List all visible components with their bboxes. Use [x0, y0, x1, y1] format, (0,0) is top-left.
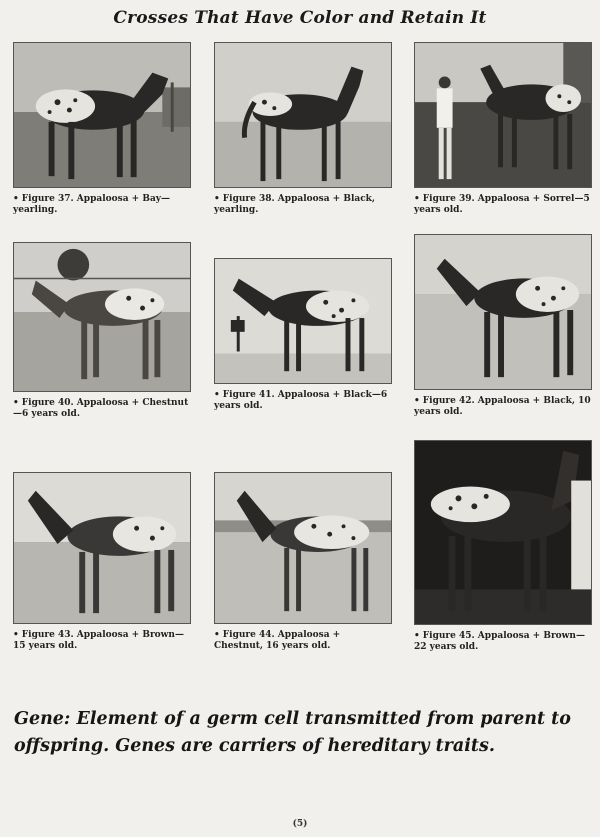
horse-photo — [214, 42, 392, 188]
page-number: (5) — [292, 819, 308, 829]
figure-45 — [414, 440, 592, 653]
figure-caption: • Figure 40. Appaloosa + Chestnut—6 years old. — [13, 398, 189, 419]
figure-40 — [13, 242, 191, 420]
horse-photo — [13, 42, 191, 188]
page-title: Crosses That Have Color and Retain It — [113, 8, 487, 28]
horse-photo — [414, 234, 592, 390]
figure-caption: • Figure 42. Appaloosa + Black, 10 years old. — [414, 396, 591, 417]
figure-caption: • Figure 43. Appaloosa + Brown—15 years old. — [13, 630, 184, 651]
gene-definition: Gene: Element of a germ cell transmitted from parent to offspring. Genes are carriers of hereditary traits. — [14, 709, 571, 756]
horse-photo — [414, 42, 592, 188]
figure-43 — [13, 472, 191, 652]
figure-caption: • Figure 39. Appaloosa + Sorrel—5 years old. — [414, 194, 590, 215]
figure-39 — [414, 42, 592, 216]
figure-42 — [414, 234, 592, 418]
horse-photo — [214, 258, 392, 384]
horse-photo — [414, 440, 592, 625]
figure-44 — [214, 472, 392, 652]
horse-photo — [13, 242, 191, 392]
horse-photo — [214, 472, 392, 624]
figure-caption: • Figure 45. Appaloosa + Brown—22 years old. — [414, 631, 585, 652]
figure-41 — [214, 258, 392, 412]
figure-caption: • Figure 38. Appaloosa + Black, yearling. — [214, 194, 376, 215]
figure-38 — [214, 42, 392, 216]
figure-caption: • Figure 41. Appaloosa + Black—6 years old. — [214, 390, 388, 411]
figure-caption: • Figure 37. Appaloosa + Bay—yearling. — [13, 194, 171, 215]
figure-caption: • Figure 44. Appaloosa + Chestnut, 16 years old. — [214, 630, 341, 651]
figure-37 — [13, 42, 191, 216]
horse-photo — [13, 472, 191, 624]
